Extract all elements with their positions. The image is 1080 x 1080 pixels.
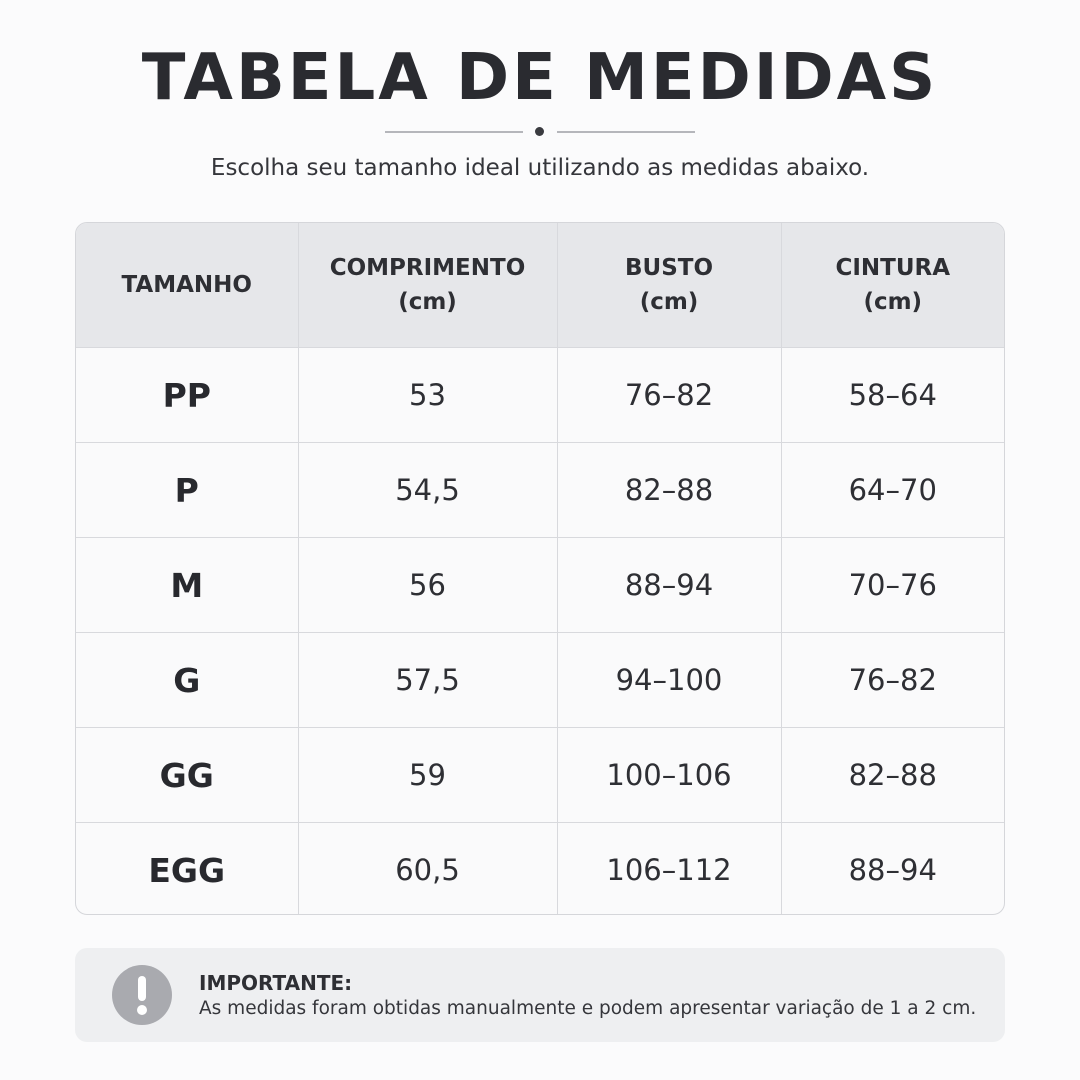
divider-dot — [535, 127, 544, 136]
table-row — [76, 348, 1004, 443]
column-header-label: COMPRIMENTO — [329, 255, 526, 281]
table-row — [76, 538, 1004, 633]
column-header-label: BUSTO — [624, 255, 713, 281]
page-title: TABELA DE MEDIDAS — [141, 41, 939, 115]
comprimento-cell: 60,5 — [298, 823, 557, 916]
busto-cell: 82–88 — [557, 443, 781, 538]
size-cell: PP — [76, 348, 298, 443]
column-header-tamanho — [76, 223, 298, 348]
cintura-cell: 88–94 — [848, 853, 937, 887]
table-row — [76, 633, 1004, 728]
size-table-container — [75, 222, 1005, 915]
column-header-comprimento — [298, 223, 557, 348]
column-header-unit: (cm) — [398, 289, 457, 315]
table-header-row — [76, 223, 1004, 348]
column-header-unit: (cm) — [639, 289, 699, 315]
busto-cell: 76–82 — [557, 348, 781, 443]
table-body — [76, 348, 1004, 916]
divider-line-right — [557, 131, 695, 133]
size-cell: EGG — [76, 823, 298, 916]
table-row — [76, 443, 1004, 538]
important-note — [75, 948, 1005, 1042]
comprimento-cell: 59 — [298, 728, 557, 823]
comprimento-cell: 54,5 — [298, 443, 557, 538]
column-header-unit: (cm) — [863, 289, 923, 315]
exclamation-icon-dot — [137, 1005, 147, 1015]
size-table — [76, 223, 1004, 915]
column-header-busto — [557, 223, 781, 348]
title-divider — [385, 125, 695, 139]
table-header — [76, 223, 1004, 348]
exclamation-icon-bar — [138, 976, 146, 1001]
column-header-label: TAMANHO — [121, 272, 252, 298]
busto-cell: 88–94 — [557, 538, 781, 633]
size-cell: GG — [76, 728, 298, 823]
table-row — [76, 728, 1004, 823]
note-title: IMPORTANTE: — [199, 971, 353, 995]
cintura-cell: 64–70 — [781, 443, 1004, 538]
column-header-label: CINTURA — [835, 255, 951, 281]
cintura-cell: 82–88 — [781, 728, 1004, 823]
column-header-cintura — [781, 223, 1004, 348]
busto-cell: 100–106 — [557, 728, 781, 823]
note-text: As medidas foram obtidas manualmente e podem apresentar variação de 1 a 2 cm. — [199, 998, 977, 1019]
size-cell: M — [76, 538, 298, 633]
size-cell: G — [76, 633, 298, 728]
comprimento-cell: 57,5 — [298, 633, 557, 728]
cintura-cell: 58–64 — [781, 348, 1004, 443]
comprimento-cell: 53 — [298, 348, 557, 443]
table-row — [76, 823, 1004, 916]
size-cell: P — [76, 443, 298, 538]
exclamation-icon — [112, 965, 172, 1025]
busto-cell: 106–112 — [557, 823, 781, 916]
comprimento-cell: 56 — [298, 538, 557, 633]
cintura-cell: 70–76 — [781, 538, 1004, 633]
cintura-cell: 76–82 — [781, 633, 1004, 728]
page-subtitle: Escolha seu tamanho ideal utilizando as medidas abaixo. — [210, 155, 870, 181]
divider-line-left — [385, 131, 523, 133]
busto-cell: 94–100 — [557, 633, 781, 728]
